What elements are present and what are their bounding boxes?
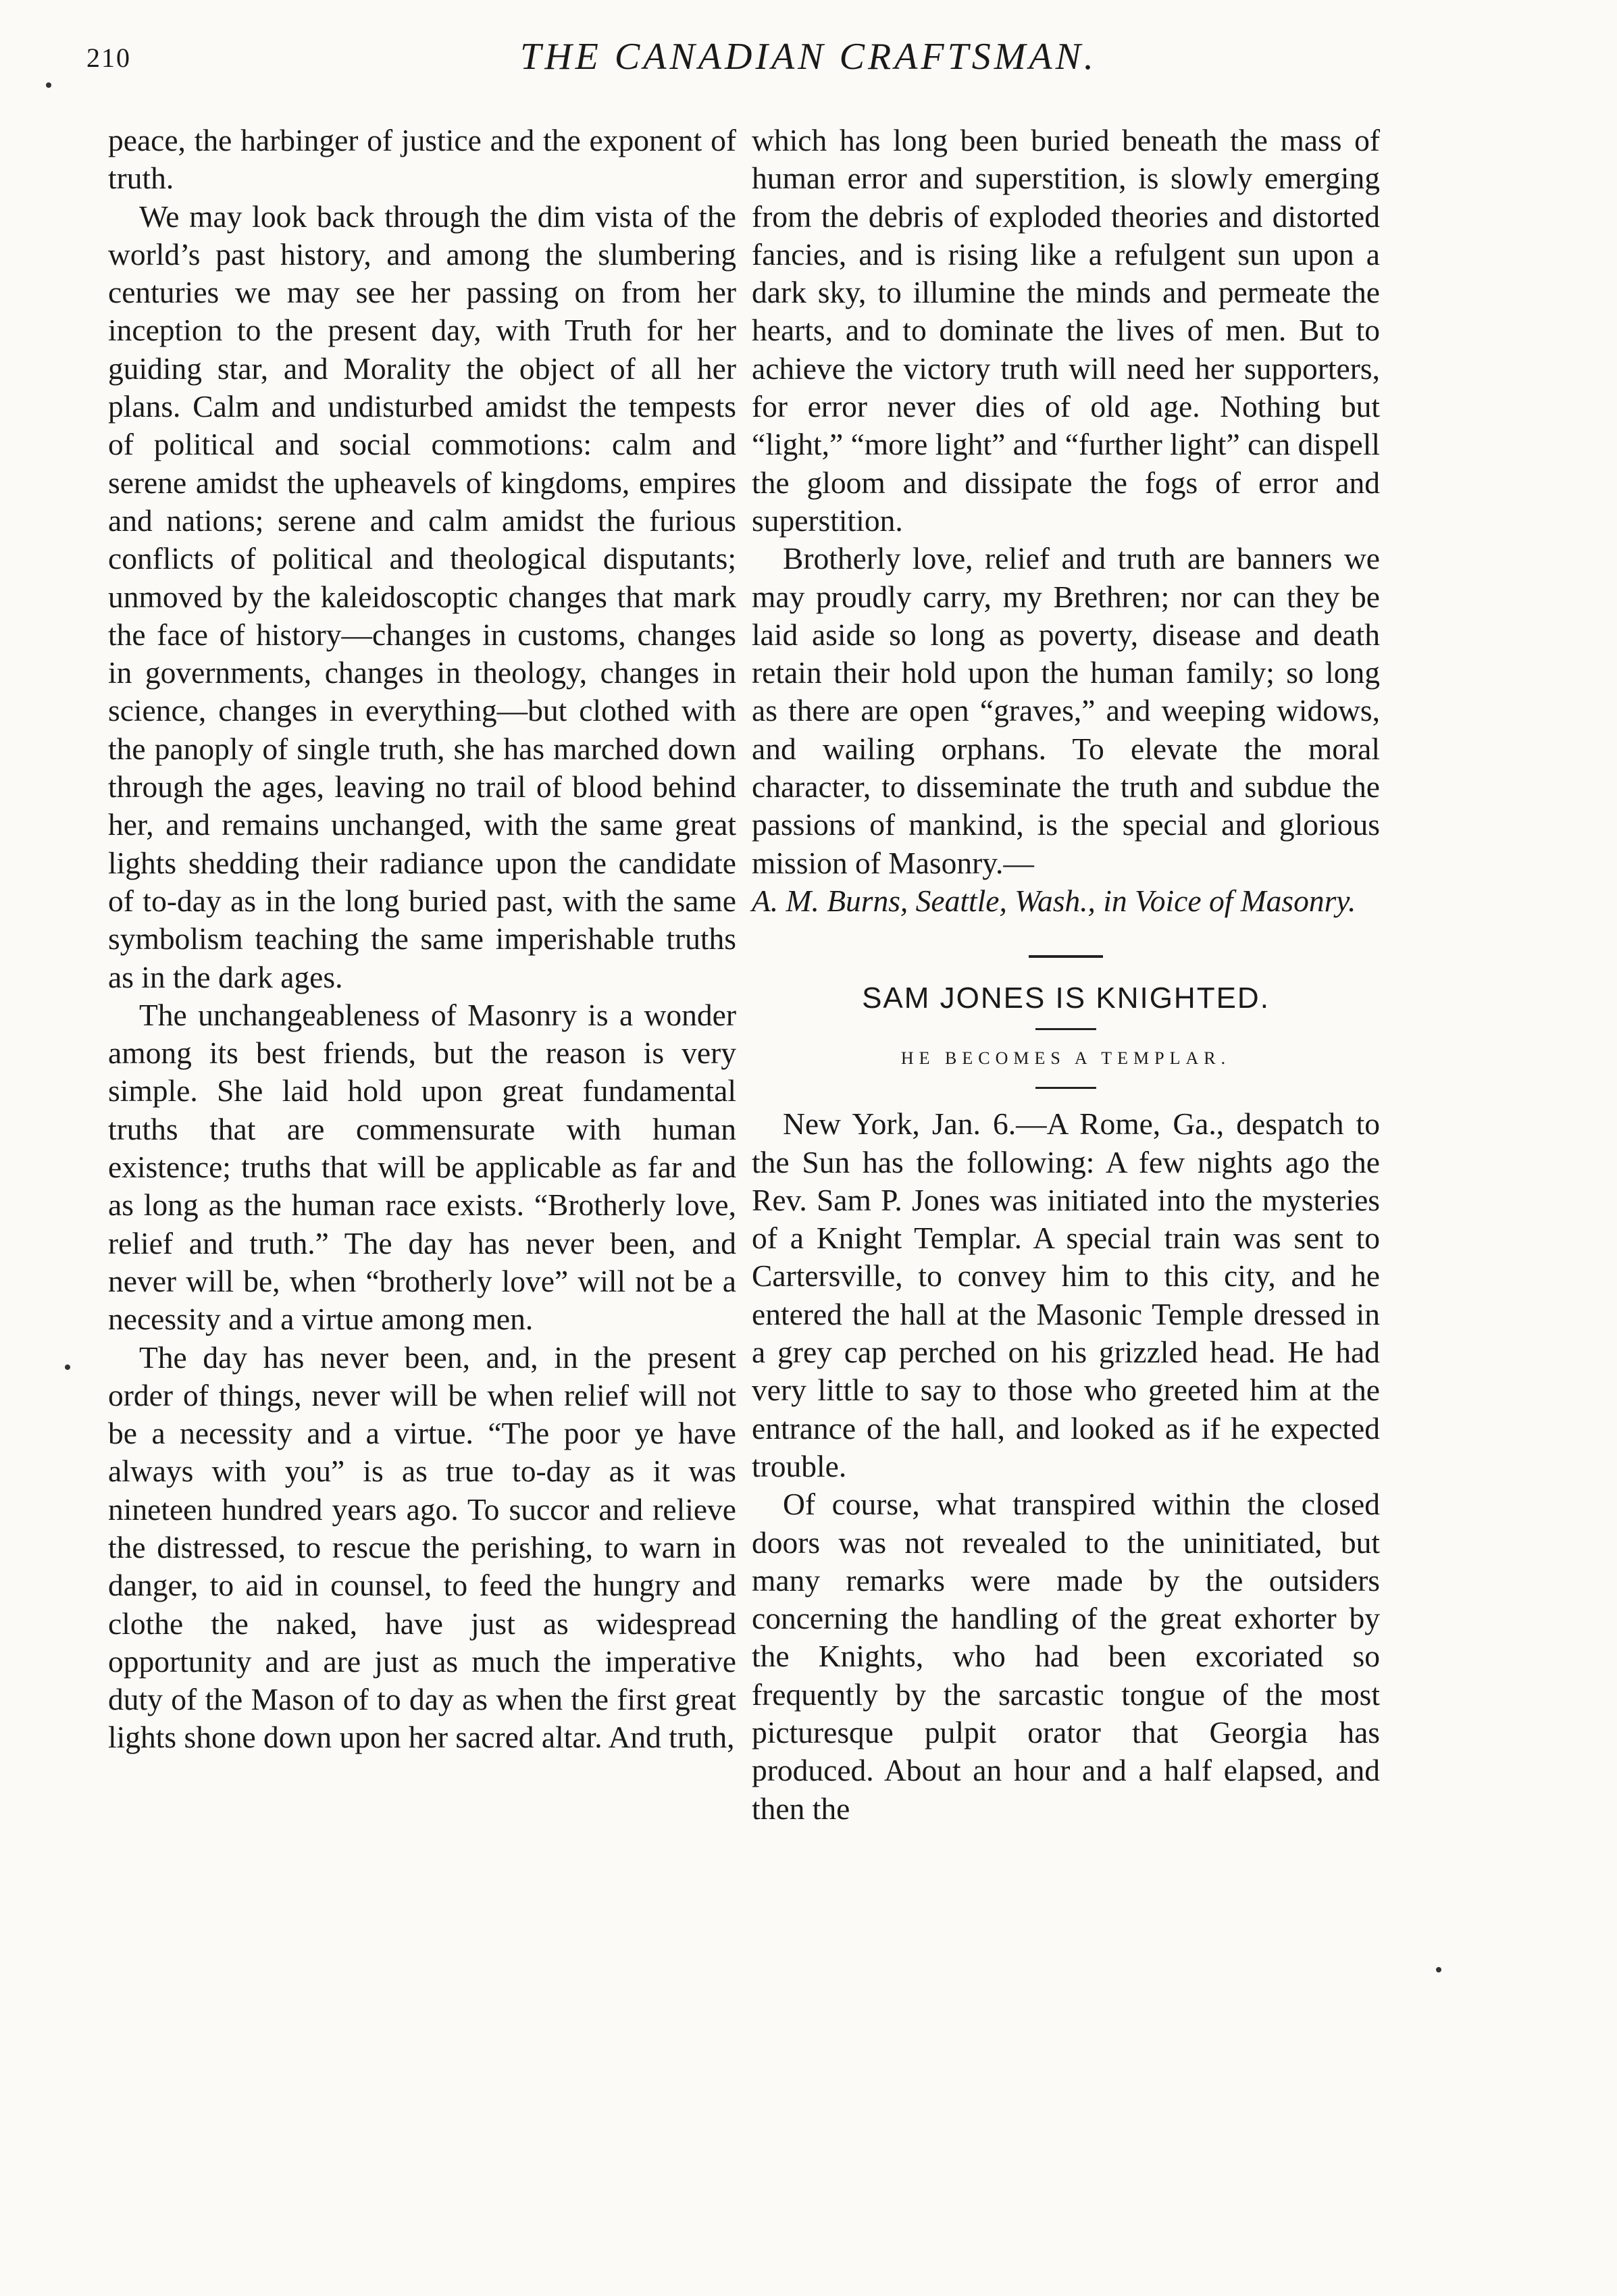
paragraph: We may look back through the dim vista of the world’s past history, and among the slumbering centuries we may see her passing on from her inception to the present day, with Truth for her guiding star, and Morality the object of all her plans. Calm and undisturbed amidst the tempests of political and social commotions: calm and serene amidst the upheavels of kingdoms, empires and nations; serene and calm amidst the furious conflicts of political and theological disputants; unmoved by the kaleidoscoptic changes that mark the face of history—changes in customs, changes in governments, changes in theology, changes in science, changes in everything—but clothed with the panoply of single truth, she has marched down through the ages, leaving no trail of blood behind her, and remains unchanged, with the same great lights shedding their radiance upon the candidate of to-day as in the long buried past, with the same symbolism teaching the same imperishable truths as in the dark ages. bbox=[108, 199, 736, 994]
section-divider bbox=[1029, 955, 1103, 958]
page-header bbox=[0, 0, 1617, 81]
paragraph-continued: peace, the harbinger of justice and the exponent of truth. bbox=[108, 123, 736, 196]
right-column bbox=[752, 122, 1380, 1828]
paragraph-continued: which has long been buried beneath the mass of human error and superstition, is slowly emerging from the debris of exploded theories and distorted fancies, and is rising like a refulgent sun upon a dark sky, to illumine the minds and permeate the hearts, and to dominate the lives of men. But to achieve the victory truth will need her supporters, for error never dies of old age. Nothing but “light,” “more light” and “further light” can dispell the gloom and dissipate the fogs of error and superstition. bbox=[752, 123, 1380, 538]
article-attribution: A. M. Burns, Seattle, Wash., in Voice of Masonry. bbox=[752, 883, 1356, 918]
paragraph: Of course, what transpired within the closed doors was not revealed to the uninitiated, but many remarks were made by the outsiders concerning the handling of the great exhorter by the Knights, who had been excoriated so frequently by the sarcastic tongue of the most picturesque pulpit orator that Georgia has produced. About an hour and a half elapsed, and then the bbox=[752, 1487, 1380, 1826]
margin-speck bbox=[1436, 1967, 1441, 1972]
left-column bbox=[108, 122, 736, 1757]
page-number: 210 bbox=[86, 43, 131, 73]
article-headline: SAM JONES IS KNIGHTED. bbox=[862, 981, 1270, 1015]
running-title: THE CANADIAN CRAFTSMAN. bbox=[520, 36, 1097, 78]
paragraph: The day has never been, and, in the present order of things, never will be when relief will not be a necessity and a virtue. “The poor ye have always with you” is as true to-day as it was nineteen hundred years ago. To succor and relieve the distressed, to rescue the perishing, to warn in danger, to aid in counsel, to feed the hungry and clothe the naked, have just as widespread opportunity and are just as much the imperative duty of the Mason of to day as when the first great lights shone down upon her sacred altar. And truth, bbox=[108, 1340, 736, 1755]
paragraph: Brotherly love, relief and truth are banners we may proudly carry, my Brethren; nor can they be laid aside so long as poverty, disease and death retain their hold upon the human family; so long as there are open “graves,” and weeping widows, and wailing orphans. To elevate the moral character, to disseminate the truth and subdue the passions of mankind, is the special and glorious mission of Masonry.— bbox=[752, 541, 1380, 880]
margin-speck bbox=[46, 82, 51, 88]
paragraph: New York, Jan. 6.—A Rome, Ga., despatch to the Sun has the following: A few nights ago the Rev. Sam P. Jones was initiated into the mysteries of a Knight Templar. A special train was sent to Cartersville, to convey him to this city, and he entered the hall at the Masonic Temple dressed in a grey cap perched on his grizzled head. He had very little to say to those who greeted him at the entrance of the hall, and looked as if he expected trouble. bbox=[752, 1106, 1380, 1483]
margin-speck bbox=[65, 1364, 70, 1370]
headline-rule bbox=[1035, 1028, 1096, 1030]
paragraph: The unchangeableness of Masonry is a wonder among its best friends, but the reason is very simple. She laid hold upon great fundamental truths that are commensurate with human existence; truths that will be applicable as far and as long as the human race exists. “Brotherly love, relief and truth.” The day has never been, and never will be, when “brotherly love” will not be a necessity and a virtue among men. bbox=[108, 997, 736, 1337]
subheadline-rule bbox=[1035, 1087, 1096, 1089]
article-subheadline: HE BECOMES A TEMPLAR. bbox=[900, 1048, 1231, 1069]
